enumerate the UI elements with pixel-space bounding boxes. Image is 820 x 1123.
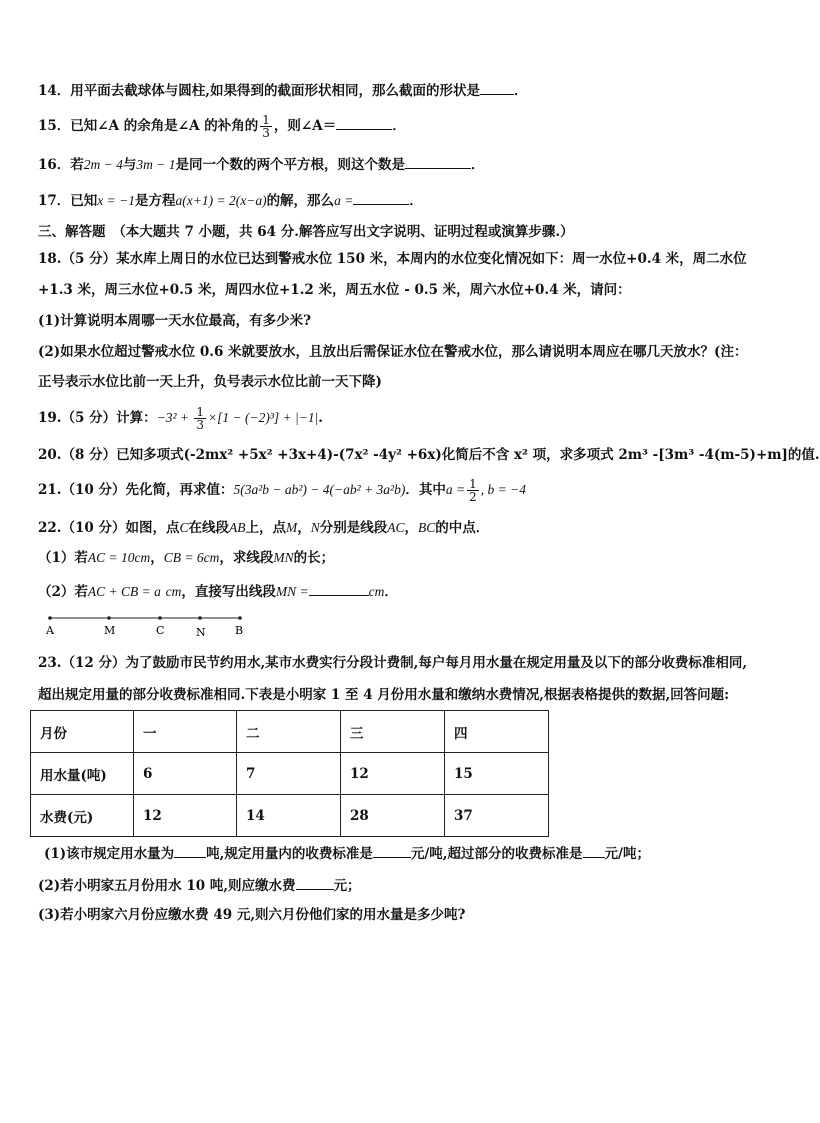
label-c: C (156, 624, 165, 637)
point-m (107, 616, 111, 620)
point-b (238, 616, 242, 620)
question-23-line1: 23.（12 分）为了鼓励市民节约用水,某市水费实行分段计费制,每户每月用水量在规定用量及以下的部分收费标准相同, (38, 655, 748, 671)
table-cell: 用水量(吨) (31, 753, 134, 795)
question-23-part1: (1)该市规定用水量为 吨,规定用量内的收费标准是 元/吨,超过部分的收费标准是 元/吨； (44, 843, 650, 864)
answer-blank[interactable] (480, 80, 514, 95)
question-23-part2: (2)若小明家五月份用水 10 吨,则应缴水费 元； (38, 875, 361, 896)
fraction: $\frac{1}{2}$ (469, 477, 477, 504)
table-row (31, 753, 549, 795)
section-heading: 三、解答题 （本大题共 7 小题，共 64 分.解答应写出文字说明、证明过程或演算步骤.） (38, 224, 574, 240)
answer-blank[interactable] (296, 875, 334, 890)
answer-blank[interactable] (373, 843, 411, 858)
question-21: 21.（10 分）先化简，再求值：5(3a²b − ab²) − 4(−ab² + 3a²b)．其中a = $\frac{1}{2}$ , b = −4 (38, 477, 526, 504)
answer-blank[interactable] (336, 115, 392, 130)
answer-blank[interactable] (353, 190, 409, 205)
answer-blank[interactable] (309, 581, 369, 596)
table-cell: 28 (341, 795, 445, 837)
question-20: 20.（8 分）已知多项式(-2mx² +5x² +3x+4)-(7x² -4y² +6x)化简后不含 x² 项，求多项式 2m³ -[3m³ -4(m-5)+m]的值. (38, 447, 820, 463)
question-22-part2: （2）若AC + CB = a cm，直接写出线段MN = cm． (38, 581, 398, 602)
question-18-part2a: (2)如果水位超过警戒水位 0.6 米就要放水，且放出后需保证水位在警戒水位，那么请说明本周应在哪几天放水？(注： (38, 344, 748, 360)
label-n: N (196, 626, 206, 639)
table-cell: 12 (341, 753, 445, 795)
line-segment-diagram (48, 612, 244, 642)
table-row (31, 711, 549, 753)
answer-blank[interactable] (583, 843, 605, 858)
question-15: 15．已知∠A 的余角是∠A 的补角的 $\frac{1}{3}$ ，则∠A＝ ． (38, 113, 406, 140)
question-22-part1: （1）若AC = 10cm，CB = 6cm，求线段MN的长； (38, 550, 335, 566)
table-cell: 37 (445, 795, 549, 837)
table-cell: 水费(元) (31, 795, 134, 837)
question-18-line1: 18.（5 分）某水库上周日的水位已达到警戒水位 150 米，本周内的水位变化情况如下：周一水位+0.4 米，周二水位 (38, 251, 747, 267)
answer-blank[interactable] (405, 154, 471, 169)
label-b: B (235, 624, 244, 637)
table-cell: 12 (134, 795, 237, 837)
point-a (48, 616, 52, 620)
question-14-text: 14．用平面去截球体与圆柱,如果得到的截面形状相同，那么截面的形状是 (38, 83, 480, 99)
table-cell: 月份 (31, 711, 134, 753)
question-18-part2b: 正号表示水位比前一天上升，负号表示水位比前一天下降) (38, 374, 382, 390)
question-23-line2: 超出规定用量的部分收费标准相同.下表是小明家 1 至 4 月份用水量和缴纳水费情况,根据表格提供的数据,回答问题: (38, 687, 730, 703)
answer-blank[interactable] (174, 843, 206, 858)
table-cell: 二 (237, 711, 341, 753)
table-row (31, 795, 549, 837)
question-16: 16．若2m − 4与3m − 1是同一个数的两个平方根，则这个数是 ． (38, 154, 485, 175)
table-cell: 一 (134, 711, 237, 753)
question-14: 14．用平面去截球体与圆柱,如果得到的截面形状相同，那么截面的形状是 ． (38, 80, 528, 101)
question-22: 22.（10 分）如图，点C在线段AB上，点M，N分别是线段AC，BC的中点． (38, 520, 490, 536)
table-cell: 三 (341, 711, 445, 753)
label-a: A (46, 624, 54, 637)
table-cell: 6 (134, 753, 237, 795)
water-fee-table (30, 710, 549, 837)
table-cell: 14 (237, 795, 341, 837)
question-19: 19.（5 分）计算：−3² + $\frac{1}{3}$ ×[1 − (−2)³] + |−1|. (38, 405, 323, 432)
table-cell: 7 (237, 753, 341, 795)
question-23-part3: (3)若小明家六月份应缴水费 49 元,则六月份他们家的用水量是多少吨? (38, 907, 466, 923)
fraction: $\frac{1}{3}$ (262, 113, 270, 140)
question-18-line2: +1.3 米，周三水位+0.5 米，周四水位+1.2 米，周五水位 - 0.5 米，周六水位+0.4 米，请问： (38, 282, 631, 298)
label-m: M (104, 624, 116, 637)
fraction: $\frac{1}{3}$ (196, 405, 205, 432)
point-c (158, 616, 162, 620)
question-18-part1: (1)计算说明本周哪一天水位最高，有多少米? (38, 313, 312, 329)
point-n (198, 616, 202, 620)
question-17: 17．已知x = −1是方程a(x+1) = 2(x−a)的解，那么a = ． (38, 190, 423, 211)
table-cell: 四 (445, 711, 549, 753)
table-cell: 15 (445, 753, 549, 795)
